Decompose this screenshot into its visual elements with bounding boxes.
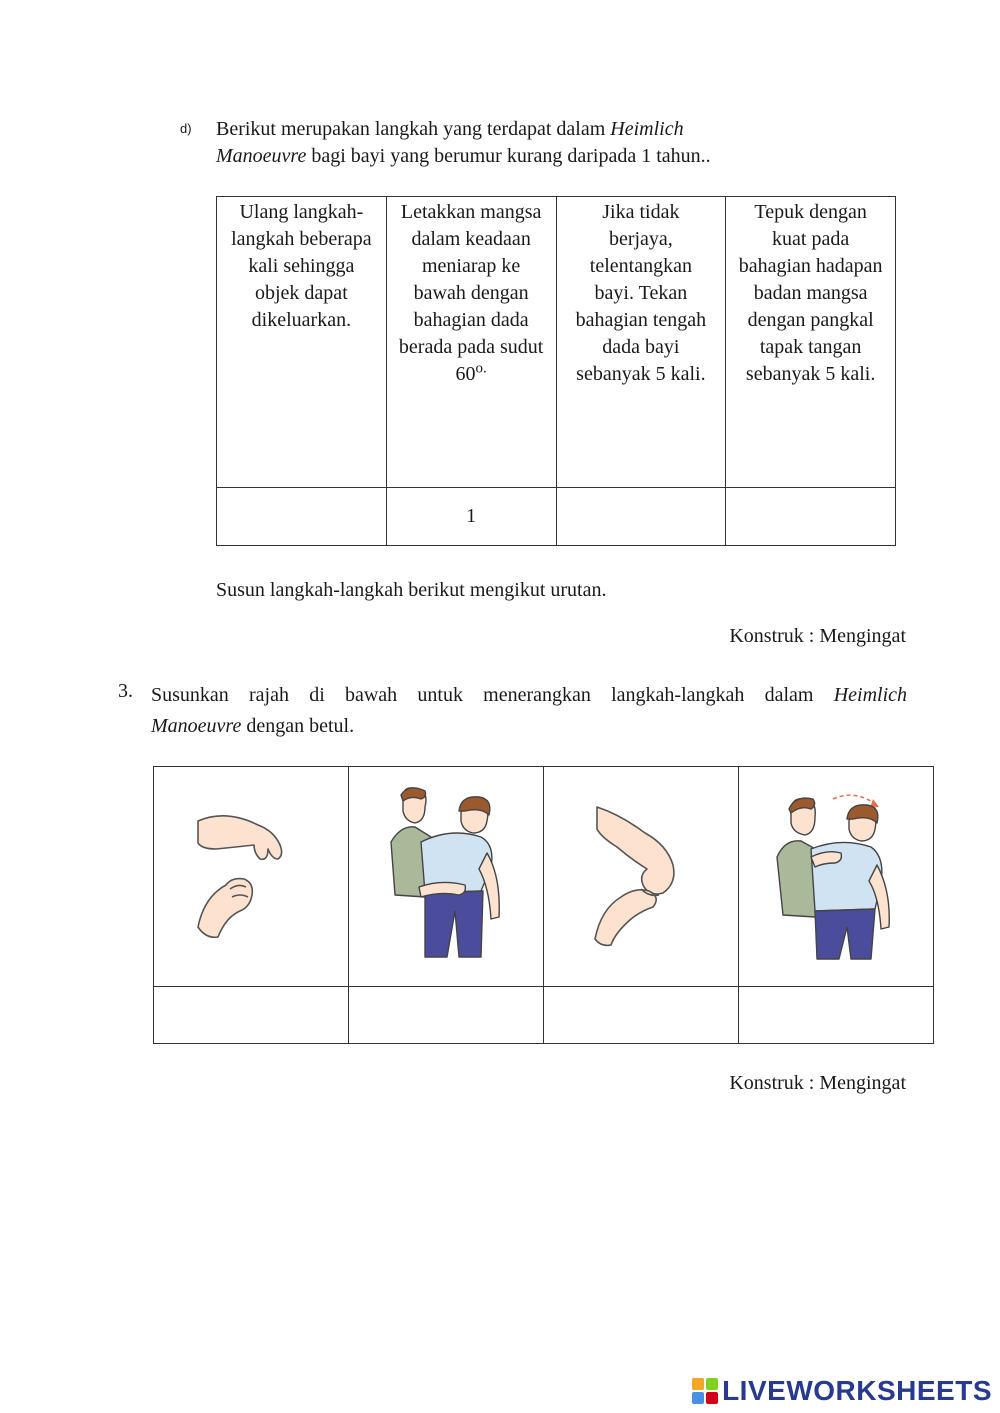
picture-cell-2 [349,767,544,987]
picture-answer-box-4[interactable] [739,987,934,1044]
abdominal-thrust-illustration [381,787,511,962]
question-d-text: Berikut merupakan langkah yang terdapat dalam Heimlich Manoeuvre bagi bayi yang berumur kurang daripada 1 tahun.. [216,118,711,167]
question-d-marker: d) [180,121,192,136]
brand-name: LIVEWORKSHEETS [722,1375,992,1406]
step-cell-1: Ulang langkah-langkah beberapa kali sehingga objek dapat dikeluarkan. [217,197,387,488]
picture-answer-box-1[interactable] [154,987,349,1044]
konstruk-label-2: Konstruk : Mengingat [729,1072,906,1094]
pictures-table [153,766,934,1044]
instruction-text: Susun langkah-langkah berikut mengikut urutan. [216,579,607,601]
step-cell-2: Letakkan mangsa dalam keadaan meniarap ke bawah dengan bahagian dada berada pada sudut $60^{o.}$ [386,197,556,488]
konstruk-label-1: Konstruk : Mengingat [729,625,906,647]
hands-fist-open-illustration [196,799,306,949]
rescuer-behind-victim-illustration [771,787,901,962]
question-3-number: 3. [118,680,133,702]
brand-logo-icon [692,1378,718,1404]
answer-box-4[interactable] [726,487,896,545]
answer-box-1[interactable] [217,487,387,545]
fist-grip-illustration [591,799,691,949]
picture-cell-4 [739,767,934,987]
step-cell-3: Jika tidak berjaya, telentangkan bayi. Tekan bahagian tengah dada bayi sebanyak 5 kali. [556,197,726,488]
picture-answer-box-3[interactable] [544,987,739,1044]
picture-cell-3 [544,767,739,987]
picture-cell-1 [154,767,349,987]
brand-watermark [692,1375,992,1407]
step-cell-4: Tepuk dengan kuat pada bahagian hadapan badan mangsa dengan pangkal tapak tangan sebanyak 5 kali. [726,197,896,488]
picture-answer-box-2[interactable] [349,987,544,1044]
question-3-text: Susunkan rajah di bawah untuk menerangkan langkah-langkah dalam Heimlich Manoeuvre dengan betul. [151,684,907,737]
steps-table [216,196,896,546]
answer-box-3[interactable] [556,487,726,545]
answer-box-2[interactable]: 1 [386,487,556,545]
